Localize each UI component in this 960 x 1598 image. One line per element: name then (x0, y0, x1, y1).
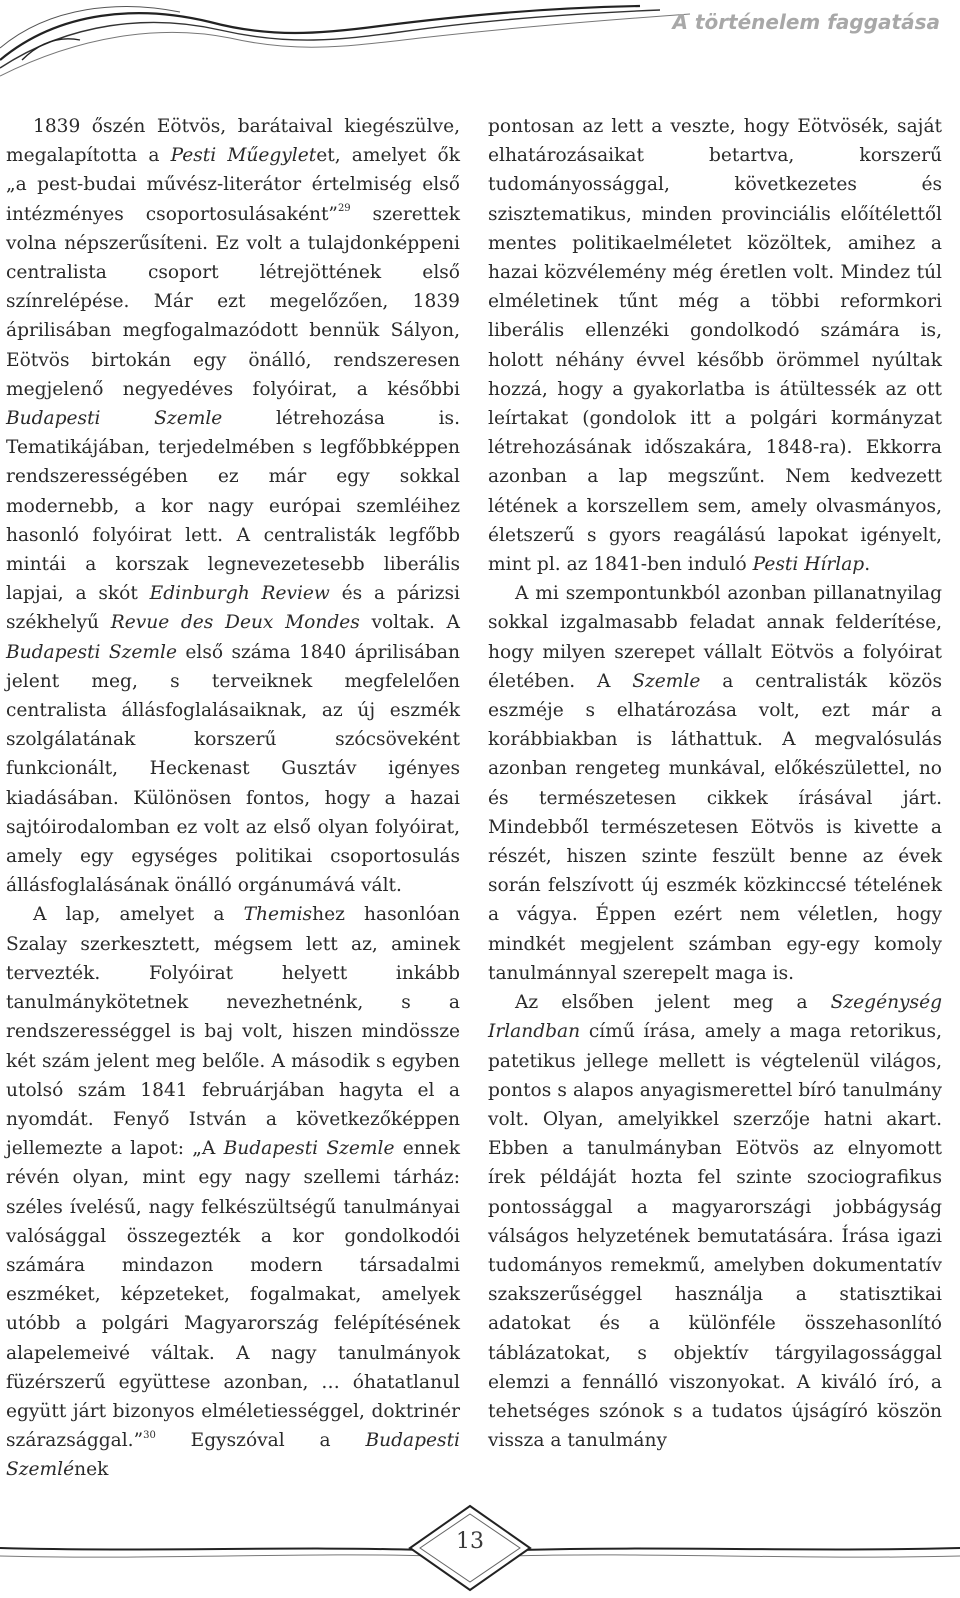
text-segment: hez hasonlóan Szalay szerkesztett, mégsem lett az, aminek tervezték. Folyóirat helyett inkább tanulmánykötetnek nevezhetnénk, s a rendszerességgel is baj volt, hiszen mindössze két szám jelent meg belőle. A második s egyben utolsó szám 1841 februárjában hagyta el a nyomdát. Fenyő István a következőképpen jellemezte a lapot: „A (6, 904, 460, 1160)
italic-text: Budapesti Szemle (6, 641, 177, 663)
left-text-column (6, 112, 460, 1485)
italic-text: Edinburgh Review (149, 583, 330, 605)
text-segment: . (864, 554, 871, 576)
paragraph (6, 112, 460, 900)
italic-text: Budapesti Szemle (6, 408, 223, 430)
text-segment: pontosan az lett a veszte, hogy Eötvösék, saját elhatározásaikat betartva, korszerű tudományossággal, következetes és szisztematikus, minden provinciális előítélettől mentes politikaelméletet közöltek, amihez a hazai közvélemény még éretlen volt. Mindez túl elméletinek tűnt még a többi reformkori liberális ellenzéki gondolkodó számára is, holott néhány évvel később örömmel nyúltak hozzá, hogy a gyakorlatba is átültessék az ott leírtakat (gondolok itt a polgári kormányzat létrehozásának időszakára, 1848-ra). Ekkorra azonban a lap megszűnt. Nem kedvezett létének a korszellem sem, amely olvasmányos, életszerű s gyors reagálású lapokat igényelt, mint pl. az 1841-ben induló (488, 116, 942, 576)
text-segment: a centralisták közös eszméje s elhatározása volt, ezt már a korábbiakban is láthattuk. A megvalósulás azonban rengeteg munkával, előkészülettel, no és természetesen cikkek írásával járt. Mindebből természetesen Eötvös is kivette a részét, hiszen szinte feszült benne az évek során felszívott új eszmék közkinccsé tételének a vágya. Éppen ezért nem véletlen, hogy mindkét megjelent számban egy-egy komoly tanulmánnyal szerepelt maga is. (488, 670, 942, 984)
footnote-ref: 29 (337, 203, 351, 215)
text-segment: ennek révén olyan, mint egy nagy szellemi tárház: széles ívelésű, nagy felkészültségű tanulmányai valósággal összegezték a kor gondolkodói számára mindazon modern társadalmi eszméket, képzeteket, fogalmakat, amelyek utóbb a polgári Magyarország felépítésének alapelemeivé váltak. A nagy tanulmányok füzérszerű együttese azonban, … óhatatlanul együtt járt bizonyos elméletiességgel, doktrinér szárazsággal.” (6, 1138, 460, 1452)
text-segment: szerettek volna népszerűsíteni. Ez volt a tulajdonképpeni centralista csoport létrejöttének első színrelépése. Már ezt megelőzően, 1839 áprilisában megfogalmazódott bennük Sályon, Eötvös birtokán egy önálló, rendszeresen megjelenő negyedéves folyóirat, a későbbi (6, 203, 460, 400)
text-segment: 1839 őszén Eötvös, barátaival kiegészülve, megalapította a (6, 116, 460, 167)
text-segment: és a párizsi székhelyű (6, 583, 460, 634)
text-segment: első száma 1840 áprilisában jelent meg, s terveiknek megfelelően centralista állásfoglalásaiknak, az új eszmék szolgálatának korszerű szócsöveként funkcionált, Heckenast Gusztáv igényes kiadásában. Különösen fontos, hogy a hazai sajtóirodalomban ez volt az első olyan folyóirat, amely egy egységes politikai csoportosulás állásfoglalásának önálló orgánumává vált. (6, 641, 460, 897)
italic-text: Szemle (632, 670, 701, 692)
italic-text: Budapesti Szemle (223, 1138, 395, 1160)
swirl-ornament-icon (0, 0, 700, 80)
italic-text: Szegénység Irlandban (488, 992, 942, 1043)
paragraph (488, 112, 942, 579)
text-segment: A mi szempontunkból azonban pillanatnyilag sokkal izgalmasabb feladat annak felderítése, hogy milyen szerepet vállalt Eötvös a folyóirat életében. A (488, 583, 942, 692)
italic-text: Pesti Műegylet (170, 145, 317, 167)
text-segment: című írása, amely a maga retorikus, patetikus jellege mellett is végtelenül világos, pontos s alapos anyagismerettel bíró tanulmány volt. Olyan, amelyikkel szerzője hatni akart. Ebben a tanulmányban Eötvös az elnyomott írek példáját hozta fel szinte szociografikus pontossággal a magyarországi jobbágyság válságos helyzetének bemutatására. Írása igazi tudományos remekmű, amelyben dokumentatív szakszerűséggel használja a statisztikai adatokat és a különféle összehasonlító táblázatokat, s objektív tárgyilagossággal elemzi a fennálló viszonyokat. A kiváló író, a tehetséges szónok s a tudatos újságíró köszön vissza a tanulmány (488, 1021, 942, 1452)
text-segment: létrehozása is. Tematikájában, terjedelmében s legfőbbképpen rendszerességében ez már egy sokkal modernebb, a kor nagy európai szemléihez hasonló folyóirat lett. A centralisták legfőbb mintái a korszak legnevezetesebb liberális lapjai, a skót (6, 408, 460, 605)
text-segment: voltak. A (359, 612, 460, 634)
running-title: A történelem faggatása (672, 10, 940, 34)
italic-text: Pesti Hírlap (752, 554, 865, 576)
paragraph (488, 988, 942, 1455)
text-segment: et, amelyet ők „a pest-budai művész-literátor értelmiség első intézményes csoportosulásaként” (6, 145, 460, 225)
text-segment: nek (74, 1459, 109, 1481)
text-segment: Egyszóval a (155, 1430, 366, 1452)
paragraph (488, 579, 942, 988)
footnote-ref: 30 (143, 1429, 156, 1441)
italic-text: Budapesti Szemlé (6, 1430, 460, 1481)
paragraph (6, 900, 460, 1484)
italic-text: Revue des Deux Mondes (110, 612, 360, 634)
italic-text: Themis (243, 904, 313, 926)
page-number: 13 (456, 1529, 484, 1554)
text-segment: A lap, amelyet a (33, 904, 244, 926)
text-segment: Az elsőben jelent meg a (515, 992, 831, 1014)
right-text-column (488, 112, 942, 1455)
